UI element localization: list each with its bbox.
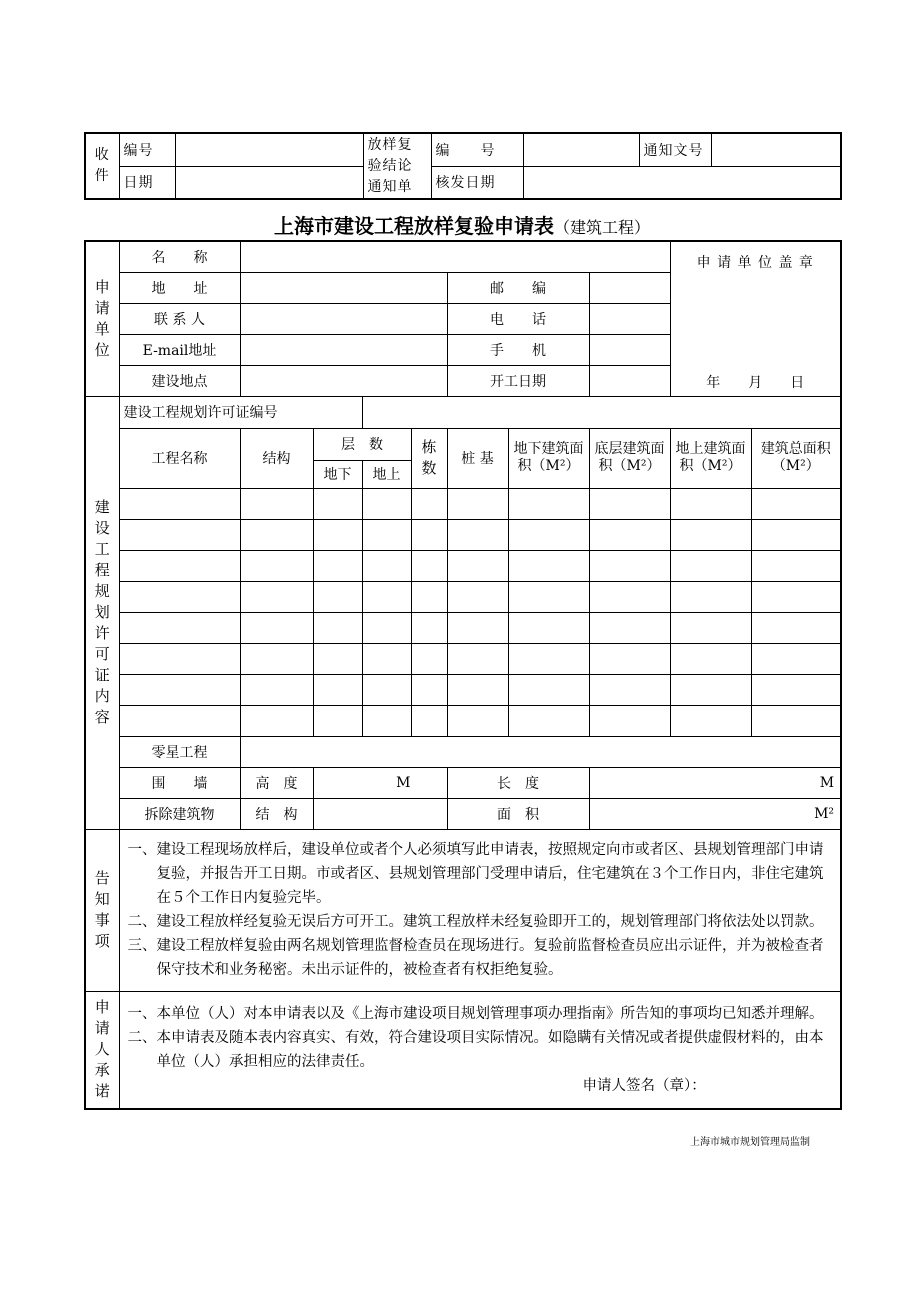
struct-label: 结 构: [240, 798, 313, 829]
misc-label: 零星工程: [119, 736, 240, 767]
misc-field[interactable]: [240, 736, 841, 767]
issue-date-label: 核发日期: [431, 166, 523, 199]
col-structure: 结构: [240, 428, 313, 488]
height-unit: M: [396, 774, 411, 791]
mobile-field[interactable]: [589, 334, 670, 365]
permit-no-field[interactable]: [362, 396, 841, 428]
application-table: [84, 240, 842, 1110]
area-label: 面 积: [447, 798, 589, 829]
table-row: [85, 550, 841, 581]
col-floors: 层 数: [313, 428, 411, 460]
seal-date: 年 月 日: [706, 375, 805, 391]
struct-field[interactable]: [313, 798, 447, 829]
receipt-table: [84, 132, 842, 200]
phone-label: 电 话: [447, 303, 589, 334]
table-row: [85, 705, 841, 736]
notice-item-2: 二、建设工程放样经复验无误后方可开工。建筑工程放样未经复验即开工的，规划管理部门将依法处以罚款。: [127, 914, 824, 930]
mobile-label: 手 机: [447, 334, 589, 365]
notice-content: [119, 829, 841, 991]
start-date-field[interactable]: [589, 365, 670, 396]
site-field[interactable]: [240, 365, 447, 396]
postcode-field[interactable]: [589, 272, 670, 303]
notice-item-3: 三、建设工程放样复验由两名规划管理监督检查员在现场进行。复验前监督检查员应出示证件，并为被检查者保守技术和业务秘密。未出示证件的，被检查者有权拒绝复验。: [127, 938, 824, 978]
phone-field[interactable]: [589, 303, 670, 334]
col-floors-above: 地上: [362, 460, 411, 488]
footer-text: 上海市城市规划管理局监制: [690, 1137, 810, 1148]
length-label: 长 度: [447, 767, 589, 798]
seal-area: [670, 241, 841, 396]
contact-label: 联 系 人: [119, 303, 240, 334]
length-field[interactable]: [589, 767, 841, 798]
table-row: [85, 674, 841, 705]
postcode-label: 邮 编: [447, 272, 589, 303]
email-field[interactable]: [240, 334, 447, 365]
receipt-date-field[interactable]: [175, 166, 363, 199]
applicant-section-label: 申请单位: [85, 241, 119, 396]
notice-doc-field[interactable]: [711, 133, 841, 166]
signature-label: 申请人签名（章）：: [582, 1077, 706, 1094]
form-title: 上海市建设工程放样复验申请表（建筑工程）: [273, 214, 650, 238]
area-field[interactable]: [589, 798, 841, 829]
form-subtitle: （建筑工程）: [553, 218, 650, 237]
address-label: 地 址: [119, 272, 240, 303]
height-label: 高 度: [240, 767, 313, 798]
receipt-number-field[interactable]: [175, 133, 363, 166]
receipt-number-label: 编号: [119, 133, 175, 166]
table-row: [85, 643, 841, 674]
pledge-item-2: 二、本申请表及随本表内容真实、有效，符合建设项目实际情况。如隐瞒有关情况或者提供虚假材料的，由本单位（人）承担相应的法律责任。: [127, 1029, 824, 1070]
col-underground-area: 地下建筑面积（M²）: [508, 428, 589, 488]
wall-label: 围 墙: [119, 767, 240, 798]
issue-date-field[interactable]: [523, 166, 841, 199]
receive-label: 收件: [85, 133, 119, 199]
col-project-name: 工程名称: [119, 428, 240, 488]
name-label: 名 称: [119, 241, 240, 272]
notice-form-label: 放样复验结论通知单: [363, 133, 431, 199]
col-buildings: 栋数: [411, 428, 447, 488]
table-row: [85, 581, 841, 612]
notice-number-label: 编 号: [431, 133, 523, 166]
address-field[interactable]: [240, 272, 447, 303]
col-foundation: 桩 基: [447, 428, 508, 488]
notice-number-field[interactable]: [523, 133, 639, 166]
notice-doc-label: 通知文号: [639, 133, 711, 166]
name-field[interactable]: [240, 241, 670, 272]
receipt-date-label: 日期: [119, 166, 175, 199]
col-above-area: 地上建筑面积（M²）: [670, 428, 751, 488]
demolish-label: 拆除建筑物: [119, 798, 240, 829]
length-unit: M: [819, 774, 835, 791]
seal-label: 申 请 单 位 盖 章: [696, 255, 814, 271]
height-field[interactable]: [313, 767, 447, 798]
pledge-content: [119, 991, 841, 1109]
table-row: [85, 519, 841, 550]
col-total-area: 建筑总面积（M²）: [751, 428, 841, 488]
contact-field[interactable]: [240, 303, 447, 334]
notice-item-1: 一、建设工程现场放样后，建设单位或者个人必须填写此申请表，按照规定向市或者区、县规划管理部门申请复验，并报告开工日期。市或者区、县规划管理部门受理申请后，住宅建筑在３个工作日内，非住宅建筑在５个工作日内复验完毕。: [127, 842, 824, 906]
email-label: E-mail地址: [119, 334, 240, 365]
table-row: [85, 612, 841, 643]
pledge-section-label: 申请人承诺: [85, 991, 119, 1109]
col-ground-area: 底层建筑面积（M²）: [589, 428, 670, 488]
area-unit: M²: [814, 805, 835, 822]
notice-section-label: 告知事项: [85, 829, 119, 991]
start-date-label: 开工日期: [447, 365, 589, 396]
permit-section-label: 建设工程规划许可证内容: [85, 396, 119, 829]
pledge-item-1: 一、本单位（人）对本申请表以及《上海市建设项目规划管理事项办理指南》所告知的事项均已知悉并理解。: [127, 1005, 824, 1022]
table-row: [85, 488, 841, 519]
col-floors-under: 地下: [313, 460, 362, 488]
permit-no-label: 建设工程规划许可证编号: [119, 396, 362, 428]
site-label: 建设地点: [119, 365, 240, 396]
